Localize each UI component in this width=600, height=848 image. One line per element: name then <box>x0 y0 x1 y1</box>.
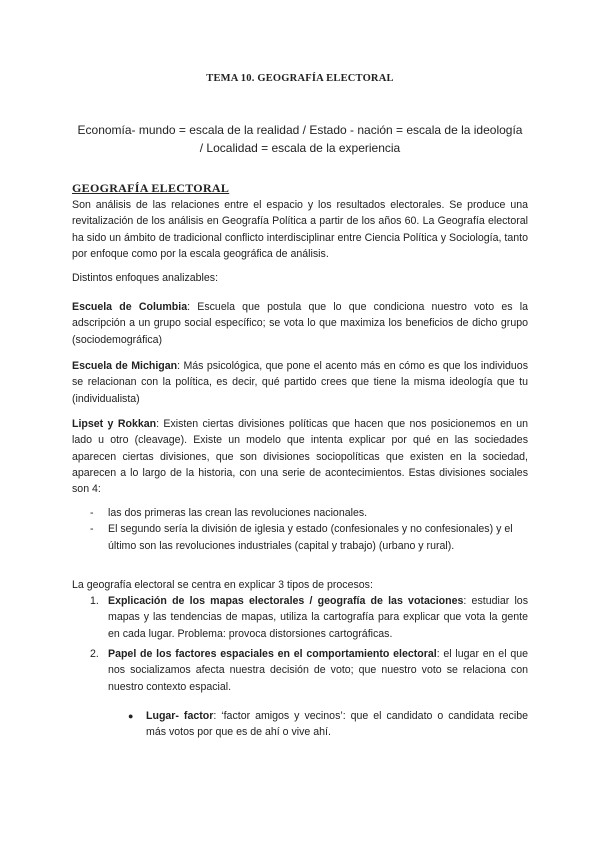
columbia-text: : Escuela que postula que lo que condiciona nuestro voto es la adscripción a un grupo social específico; se vota lo que maximiza los beneficios de dicho grupo (sociodemográfica) <box>72 301 528 346</box>
columbia-paragraph <box>72 299 528 348</box>
list-item-text: El segundo sería la división de iglesia y estado (confesionales y no confesionales) y el último son las revoluciones industriales (capital y trabajo) (urbano y rural). <box>108 523 513 552</box>
divisions-list <box>90 505 530 554</box>
columbia-term: Escuela de Columbia <box>72 301 188 313</box>
numbered-item-1 <box>90 593 528 642</box>
numbered-item-2 <box>90 646 528 695</box>
lipset-paragraph <box>72 416 528 497</box>
section-heading: GEOGRAFÍA ELECTORAL <box>72 181 230 195</box>
item-text <box>108 593 528 642</box>
document-subtitle <box>60 121 540 157</box>
bullet-description: : ‘factor amigos y vecinos’: que el candidato o candidata recibe más votos por que es de ahí o vive ahí. <box>146 710 528 739</box>
list-item <box>90 505 530 521</box>
dash-marker: - <box>90 507 94 519</box>
bullet-term: Lugar- factor <box>146 710 214 722</box>
item-number: 1. <box>90 595 99 607</box>
item-number: 2. <box>90 648 99 660</box>
item-term: Explicación de los mapas electorales / geografía de las votaciones <box>108 595 464 607</box>
document-title: TEMA 10. GEOGRAFÍA ELECTORAL <box>206 73 394 84</box>
item-description: : estudiar los mapas y las tendencias de mapas, utiliza la cartografía para explicar que vota la gente en cada lugar. Problema: provoca distorsiones cartográficas. <box>108 595 528 640</box>
lipset-text: : Existen ciertas divisiones políticas que hacen que nos posicionemos en un lado u otro (cleavage). Existe un modelo que intenta explicar por qué en las sociedades aparecen ciertas divisiones, que son divisiones sociopolíticas que existen en la sociedad, aparecen a lo largo de la historia, con una serie de acontecimientos. Estas divisiones sociales son 4: <box>72 418 528 496</box>
list-item-text: las dos primeras las crean las revoluciones nacionales. <box>108 507 368 519</box>
michigan-paragraph <box>72 358 528 407</box>
subtitle-line-1: Economía- mundo = escala de la realidad / Estado - nación = escala de la ideología <box>77 123 523 137</box>
item-description: : el lugar en el que nos socializamos afecta nuestra decisión de voto; que nuestro voto se relaciona con nuestro contexto espacial. <box>108 648 528 693</box>
lipset-term: Lipset y Rokkan <box>72 418 157 430</box>
michigan-text: : Más psicológica, que pone el acento más en cómo es que los individuos se relacionan con la política, es decir, qué partido crees que tiene la misma ideología que tu (individualista) <box>72 360 528 405</box>
dash-marker: - <box>90 523 94 536</box>
bullet-marker: ● <box>128 711 134 721</box>
intro-paragraph: Son análisis de las relaciones entre el espacio y los resultados electorales. Se produce una revitalización de los análisis en Geografía Política a partir de los años 60. La Geografía electoral ha sido un ámbito de tradicional conflicto interdisciplinar entre Ciencia Política y Sociología, tanto por enfoque como por la escala geográfica de análisis. <box>72 199 528 260</box>
item-text <box>108 646 528 695</box>
item-term: Papel de los factores espaciales en el comportamiento electoral <box>108 648 437 660</box>
bullet-text <box>146 708 528 741</box>
enfoques-intro: Distintos enfoques analizables: <box>72 272 219 284</box>
michigan-term: Escuela de Michigan <box>72 360 178 372</box>
bullet-item <box>128 708 528 741</box>
list-item <box>90 521 530 554</box>
subtitle-line-2: / Localidad = escala de la experiencia <box>199 141 401 155</box>
procesos-intro: La geografía electoral se centra en explicar 3 tipos de procesos: <box>72 579 373 591</box>
